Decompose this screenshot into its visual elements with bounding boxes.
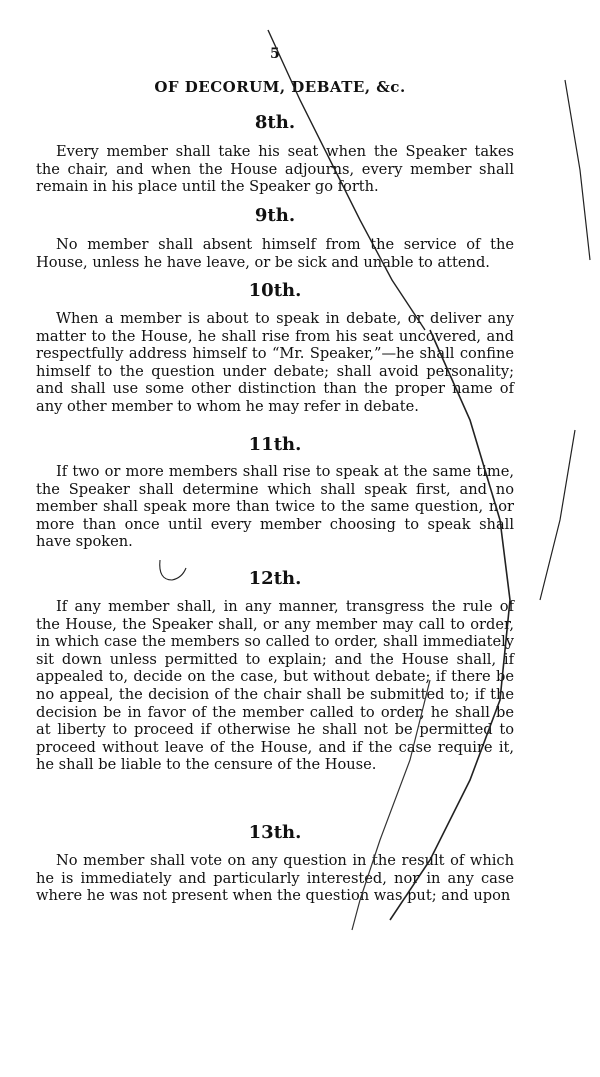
running-heading: OF DECORUM, DEBATE, &c. bbox=[154, 78, 406, 96]
rule-paragraph: When a member is about to speak in debate, or deliver any matter to the House, he shall rise from his seat uncovered, and respectfully address himself to “Mr. Speaker,”—he shall confine himself to the question under debate; shall avoid personality; and shall use some other distinction than the proper name of any other member to whom he may refer in debate. bbox=[36, 310, 514, 415]
rule-paragraph: Every member shall take his seat when the Speaker takes the chair, and when the House adjourns, every member shall remain in his place until the Speaker go forth. bbox=[36, 143, 514, 196]
rule-paragraph: No member shall absent himself from the service of the House, unless he have leave, or be sick and unable to attend. bbox=[36, 236, 514, 271]
rule-title: 10th. bbox=[248, 280, 302, 301]
rule-title: 8th. bbox=[254, 112, 296, 133]
page-number: 5 bbox=[270, 46, 280, 62]
rule-title: 11th. bbox=[248, 434, 302, 455]
rule-paragraph: If two or more members shall rise to speak at the same time, the Speaker shall determine which shall speak first, and no member shall speak more than twice to the same question, nor more than once until every member choosing to speak shall have spoken. bbox=[36, 463, 514, 551]
rule-title: 13th. bbox=[248, 822, 302, 843]
rule-title: 12th. bbox=[248, 568, 302, 589]
rule-title: 9th. bbox=[254, 205, 296, 226]
rule-paragraph: No member shall vote on any question in the result of which he is immediately and particularly interested, nor in any case where he was not present when the question was put; and upon bbox=[36, 852, 514, 905]
rule-paragraph: If any member shall, in any manner, transgress the rule of the House, the Speaker shall, or any member may call to order, in which case the members so called to order, shall immediately sit down unless permitted to explain; and the House shall, if appealed to, decide on the case, but without debate; if there be no appeal, the decision of the chair shall be submitted to; if the decision be in favor of the member called to order, he shall be at liberty to proceed if otherwise he shall not be permitted to proceed without leave of the House, and if the case require it, he shall be liable to the censure of the House. bbox=[36, 598, 514, 774]
pencil-stroke-margin bbox=[565, 80, 590, 260]
